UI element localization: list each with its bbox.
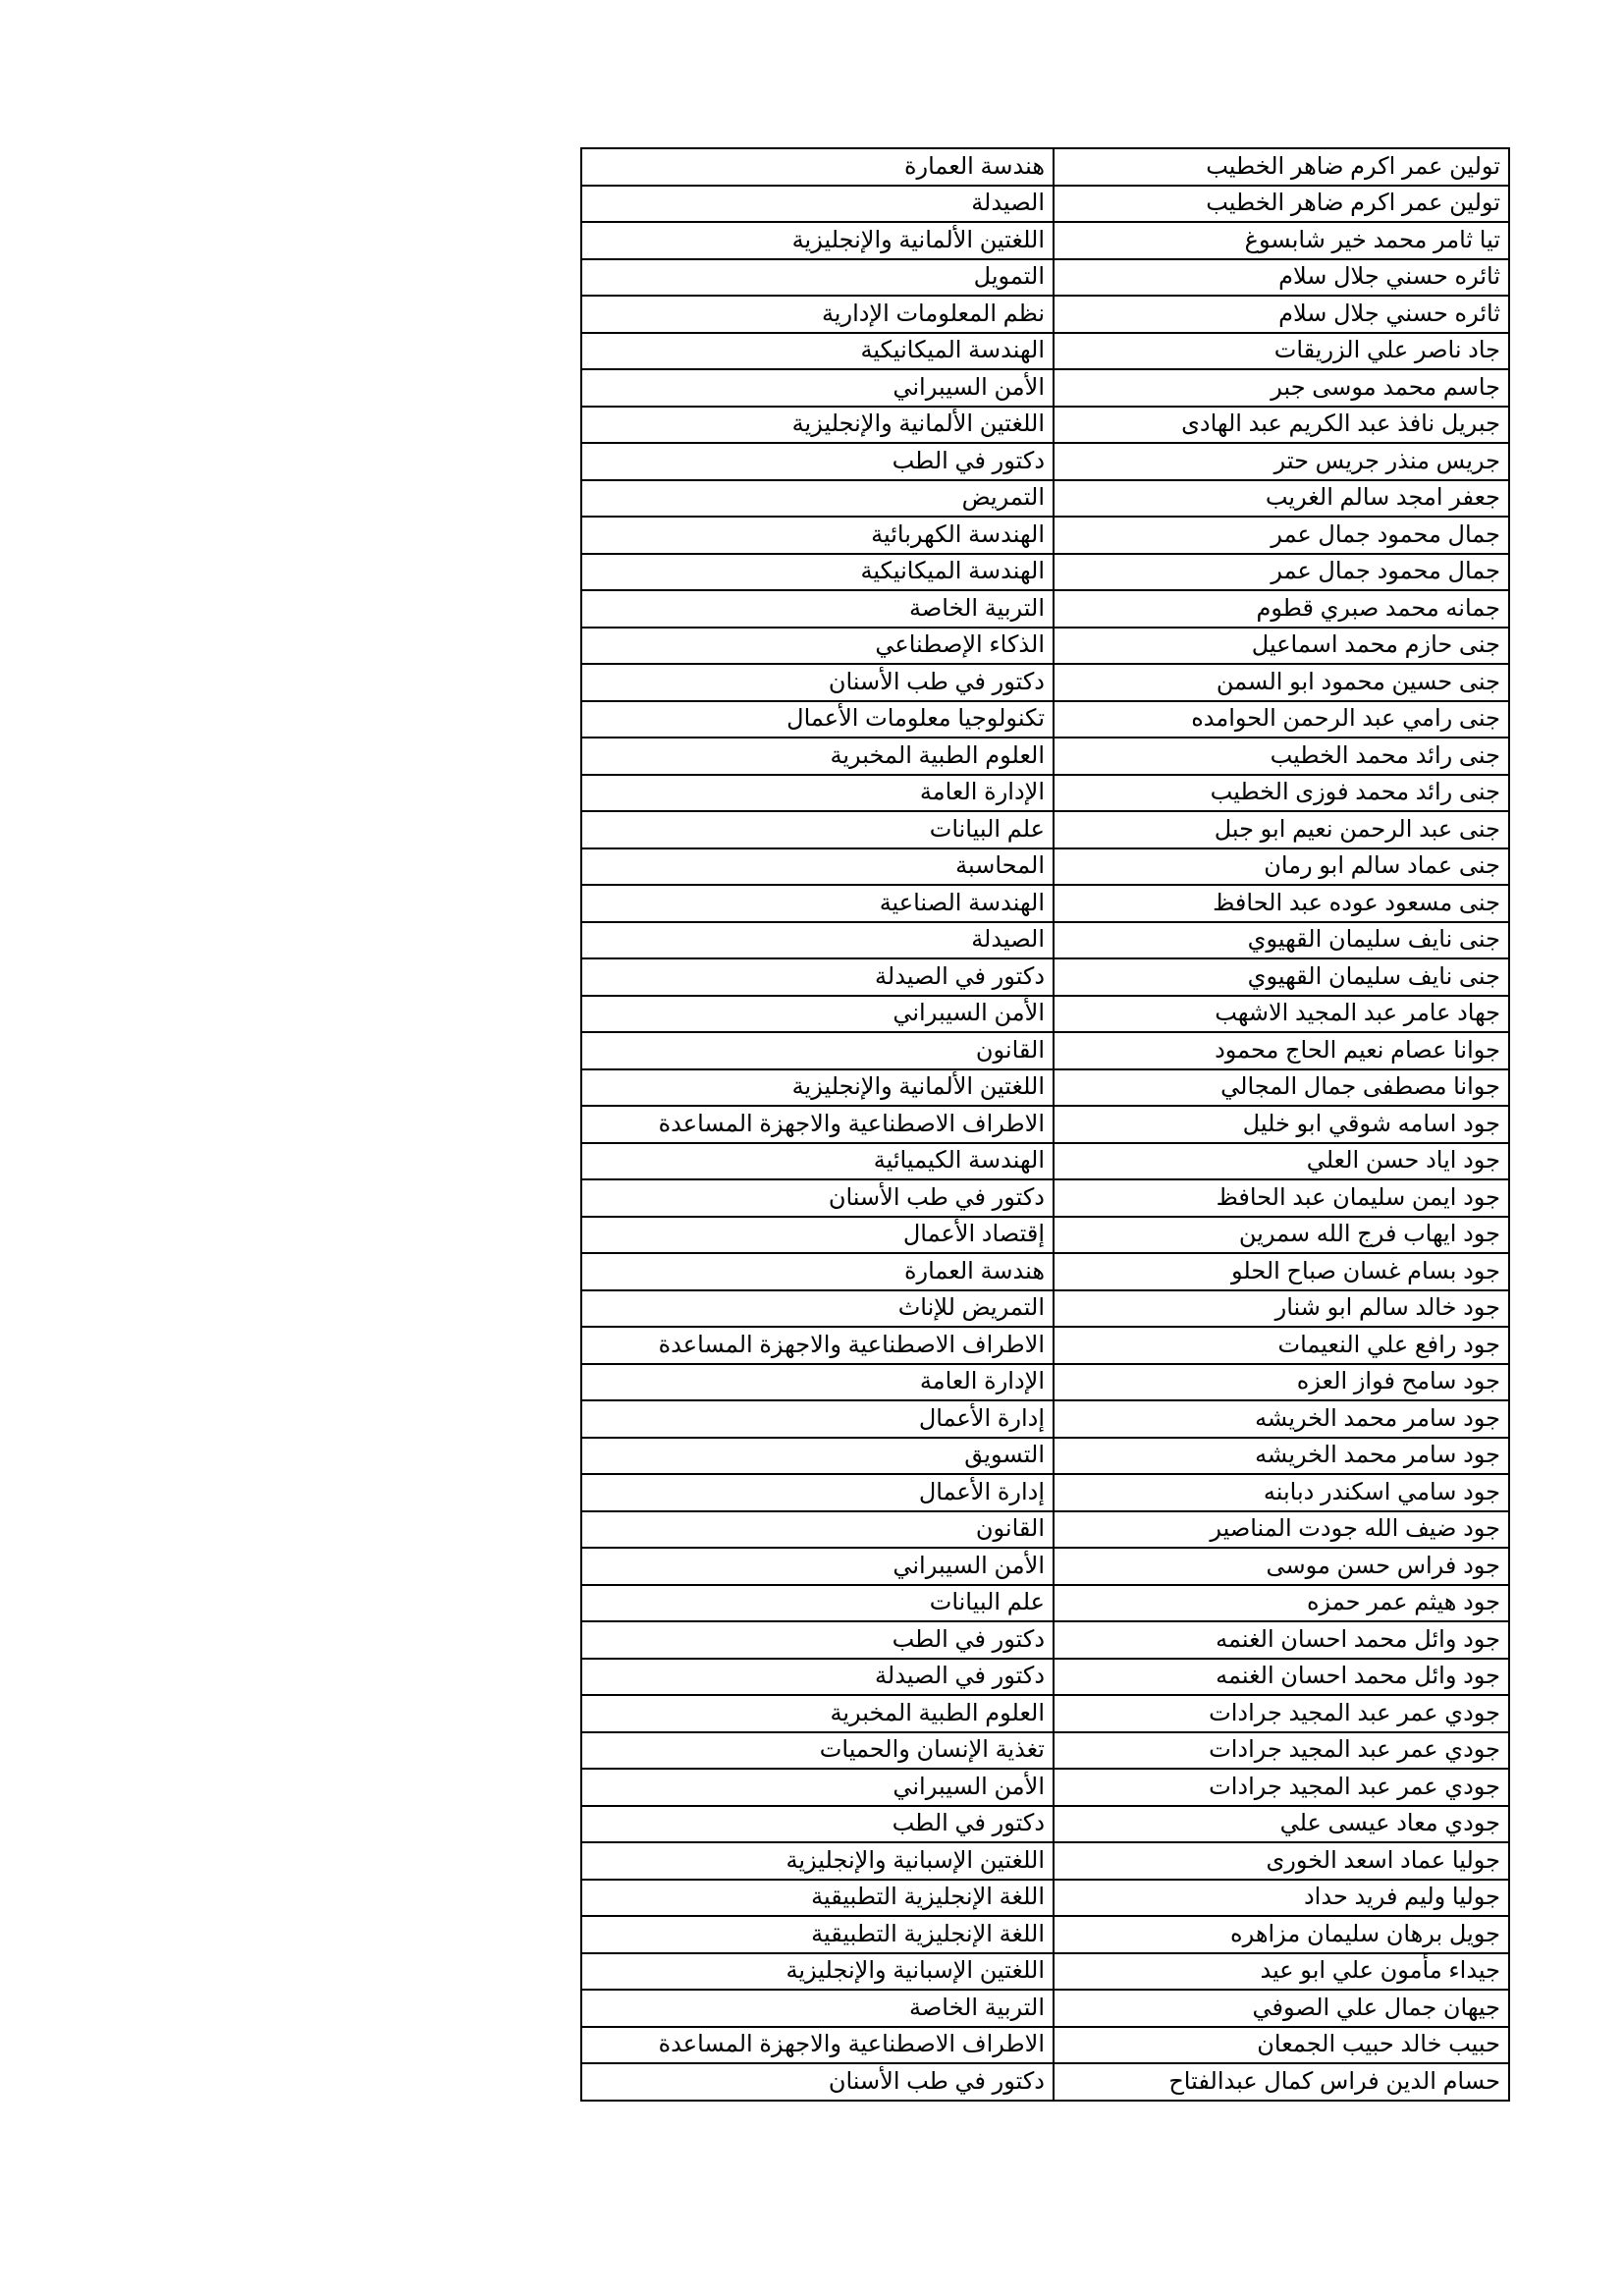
program-cell: دكتور في طب الأسنان [581,1179,1054,1217]
student-name-cell: جود وائل محمد احسان الغنمه [1054,1621,1509,1659]
program-cell: الهندسة الكيميائية [581,1143,1054,1180]
student-name-cell: جريس منذر جريس حتر [1054,443,1509,480]
program-cell: العلوم الطبية المخبرية [581,1695,1054,1732]
table-row [581,775,1509,812]
table-row [581,1106,1509,1143]
student-name-cell: جود سامي اسكندر دبابنه [1054,1474,1509,1511]
program-cell: هندسة العمارة [581,148,1054,186]
table-row [581,1732,1509,1770]
program-cell: دكتور في الطب [581,1806,1054,1843]
student-name-cell: حبيب خالد حبيب الجمعان [1054,2027,1509,2064]
program-cell: إدارة الأعمال [581,1400,1054,1438]
table-row [581,1032,1509,1069]
student-name-cell: جود ايهاب فرج الله سمرين [1054,1217,1509,1254]
student-name-cell: تولين عمر اكرم ضاهر الخطيب [1054,148,1509,186]
table-row [581,2027,1509,2064]
program-cell: الاطراف الاصطناعية والاجهزة المساعدة [581,2027,1054,2064]
student-name-cell: جود هيثم عمر حمزه [1054,1585,1509,1622]
table-row [581,186,1509,223]
table-row [581,1621,1509,1659]
table-row [581,590,1509,628]
program-cell: نظم المعلومات الإدارية [581,296,1054,333]
program-cell: التمويل [581,259,1054,297]
table-row [581,1474,1509,1511]
table-row [581,885,1509,922]
program-cell: دكتور في الطب [581,1621,1054,1659]
table-row [581,333,1509,370]
student-name-cell: جود بسام غسان صباح الحلو [1054,1253,1509,1290]
student-name-cell: جمانه محمد صبري قطوم [1054,590,1509,628]
program-cell: علم البيانات [581,1585,1054,1622]
table-row [581,664,1509,701]
student-name-cell: جاسم محمد موسى جبر [1054,369,1509,407]
program-cell: الهندسة الميكانيكية [581,554,1054,591]
program-cell: الهندسة الصناعية [581,885,1054,922]
program-cell: إدارة الأعمال [581,1474,1054,1511]
student-name-cell: جنى نايف سليمان القهيوي [1054,958,1509,996]
program-cell: دكتور في طب الأسنان [581,2063,1054,2101]
student-name-cell: تولين عمر اكرم ضاهر الخطيب [1054,186,1509,223]
program-cell: دكتور في طب الأسنان [581,664,1054,701]
student-name-cell: جاد ناصر علي الزريقات [1054,333,1509,370]
table-row [581,1438,1509,1475]
student-name-cell: جيداء مأمون علي ابو عيد [1054,1953,1509,1991]
student-name-cell: جودي عمر عبد المجيد جرادات [1054,1695,1509,1732]
students-table [580,147,1510,2102]
student-name-cell: جنى نايف سليمان القهيوي [1054,922,1509,959]
table-row [581,1916,1509,1953]
program-cell: التربية الخاصة [581,1990,1054,2027]
program-cell: الاطراف الاصطناعية والاجهزة المساعدة [581,1327,1054,1364]
program-cell: التمريض للإناث [581,1290,1054,1328]
student-name-cell: جود اسامه شوقي ابو خليل [1054,1106,1509,1143]
table-row [581,407,1509,444]
student-name-cell: جبريل نافذ عبد الكريم عبد الهادى [1054,407,1509,444]
student-name-cell: حسام الدين فراس كمال عبدالفتاح [1054,2063,1509,2101]
student-name-cell: جوانا مصطفى جمال المجالي [1054,1069,1509,1107]
student-name-cell: جهاد عامر عبد المجيد الاشهب [1054,996,1509,1033]
table-row [581,996,1509,1033]
program-cell: الصيدلة [581,922,1054,959]
student-name-cell: جويل برهان سليمان مزاهره [1054,1916,1509,1953]
student-name-cell: جودي عمر عبد المجيد جرادات [1054,1769,1509,1806]
student-name-cell: جود ضيف الله جودت المناصير [1054,1511,1509,1549]
student-name-cell: جيهان جمال علي الصوفي [1054,1990,1509,2027]
student-name-cell: جنى عبد الرحمن نعيم ابو جبل [1054,811,1509,848]
program-cell: العلوم الطبية المخبرية [581,738,1054,775]
table-row [581,1400,1509,1438]
program-cell: الاطراف الاصطناعية والاجهزة المساعدة [581,1106,1054,1143]
program-cell: اللغة الإنجليزية التطبيقية [581,1880,1054,1917]
program-cell: الإدارة العامة [581,1364,1054,1401]
table-row [581,811,1509,848]
table-row [581,1806,1509,1843]
student-name-cell: جود فراس حسن موسى [1054,1548,1509,1585]
table-row [581,922,1509,959]
program-cell: الهندسة الكهربائية [581,517,1054,554]
table-row [581,848,1509,886]
table-row [581,1695,1509,1732]
student-name-cell: جنى رامي عبد الرحمن الحوامده [1054,701,1509,738]
program-cell: اللغتين الألمانية والإنجليزية [581,222,1054,259]
student-name-cell: جود ايمن سليمان عبد الحافظ [1054,1179,1509,1217]
program-cell: اللغتين الإسبانية والإنجليزية [581,1953,1054,1991]
student-name-cell: جود سامر محمد الخريشه [1054,1438,1509,1475]
student-name-cell: جود اياد حسن العلي [1054,1143,1509,1180]
table-row [581,1179,1509,1217]
student-name-cell: جوليا وليم فريد حداد [1054,1880,1509,1917]
student-name-cell: جنى مسعود عوده عبد الحافظ [1054,885,1509,922]
student-name-cell: جنى عماد سالم ابو رمان [1054,848,1509,886]
table-row [581,628,1509,665]
student-name-cell: ثائره حسني جلال سلام [1054,259,1509,297]
program-cell: علم البيانات [581,811,1054,848]
table-row [581,554,1509,591]
table-row [581,517,1509,554]
program-cell: اللغتين الألمانية والإنجليزية [581,1069,1054,1107]
student-name-cell: جود خالد سالم ابو شنار [1054,1290,1509,1328]
table-row [581,1217,1509,1254]
table-row [581,2063,1509,2101]
table-row [581,296,1509,333]
table-row [581,480,1509,518]
table-row [581,1659,1509,1696]
student-name-cell: جود وائل محمد احسان الغنمه [1054,1659,1509,1696]
program-cell: اللغة الإنجليزية التطبيقية [581,1916,1054,1953]
table-row [581,1253,1509,1290]
table-row [581,1548,1509,1585]
table-row [581,369,1509,407]
table-row [581,148,1509,186]
table-row [581,1327,1509,1364]
table-row [581,259,1509,297]
program-cell: اللغتين الألمانية والإنجليزية [581,407,1054,444]
student-name-cell: جمال محمود جمال عمر [1054,554,1509,591]
program-cell: المحاسبة [581,848,1054,886]
student-name-cell: جوليا عماد اسعد الخورى [1054,1842,1509,1880]
student-name-cell: جمال محمود جمال عمر [1054,517,1509,554]
program-cell: التسويق [581,1438,1054,1475]
program-cell: الإدارة العامة [581,775,1054,812]
program-cell: الذكاء الإصطناعي [581,628,1054,665]
program-cell: تكنولوجيا معلومات الأعمال [581,701,1054,738]
student-name-cell: جودي معاد عيسى علي [1054,1806,1509,1843]
table-row [581,738,1509,775]
table-row [581,958,1509,996]
table-row [581,1069,1509,1107]
table-row [581,1769,1509,1806]
program-cell: إقتصاد الأعمال [581,1217,1054,1254]
student-name-cell: جنى حازم محمد اسماعيل [1054,628,1509,665]
program-cell: القانون [581,1511,1054,1549]
program-cell: هندسة العمارة [581,1253,1054,1290]
student-name-cell: جوانا عصام نعيم الحاج محمود [1054,1032,1509,1069]
student-name-cell: جنى حسين محمود ابو السمن [1054,664,1509,701]
program-cell: الأمن السيبراني [581,1769,1054,1806]
program-cell: دكتور في الطب [581,443,1054,480]
student-name-cell: ثائره حسني جلال سلام [1054,296,1509,333]
program-cell: الأمن السيبراني [581,1548,1054,1585]
table-row [581,1880,1509,1917]
student-name-cell: جنى رائد محمد فوزى الخطيب [1054,775,1509,812]
table-row [581,222,1509,259]
table-row [581,1990,1509,2027]
students-table-body [581,148,1509,2101]
program-cell: التربية الخاصة [581,590,1054,628]
table-row [581,1364,1509,1401]
table-row [581,701,1509,738]
student-name-cell: جود سامح فواز العزه [1054,1364,1509,1401]
table-row [581,1290,1509,1328]
table-row [581,1953,1509,1991]
program-cell: الأمن السيبراني [581,996,1054,1033]
table-row [581,1511,1509,1549]
program-cell: الأمن السيبراني [581,369,1054,407]
student-name-cell: جود سامر محمد الخريشه [1054,1400,1509,1438]
program-cell: الصيدلة [581,186,1054,223]
table-row [581,1842,1509,1880]
table-row [581,1143,1509,1180]
student-name-cell: تيا ثامر محمد خير شابسوغ [1054,222,1509,259]
program-cell: دكتور في الصيدلة [581,1659,1054,1696]
program-cell: الهندسة الميكانيكية [581,333,1054,370]
program-cell: التمريض [581,480,1054,518]
program-cell: دكتور في الصيدلة [581,958,1054,996]
student-name-cell: جودي عمر عبد المجيد جرادات [1054,1732,1509,1770]
program-cell: اللغتين الإسبانية والإنجليزية [581,1842,1054,1880]
student-name-cell: جنى رائد محمد الخطيب [1054,738,1509,775]
table-row [581,443,1509,480]
table-row [581,1585,1509,1622]
program-cell: القانون [581,1032,1054,1069]
student-name-cell: جود رافع علي النعيمات [1054,1327,1509,1364]
program-cell: تغذية الإنسان والحميات [581,1732,1054,1770]
student-name-cell: جعفر امجد سالم الغريب [1054,480,1509,518]
